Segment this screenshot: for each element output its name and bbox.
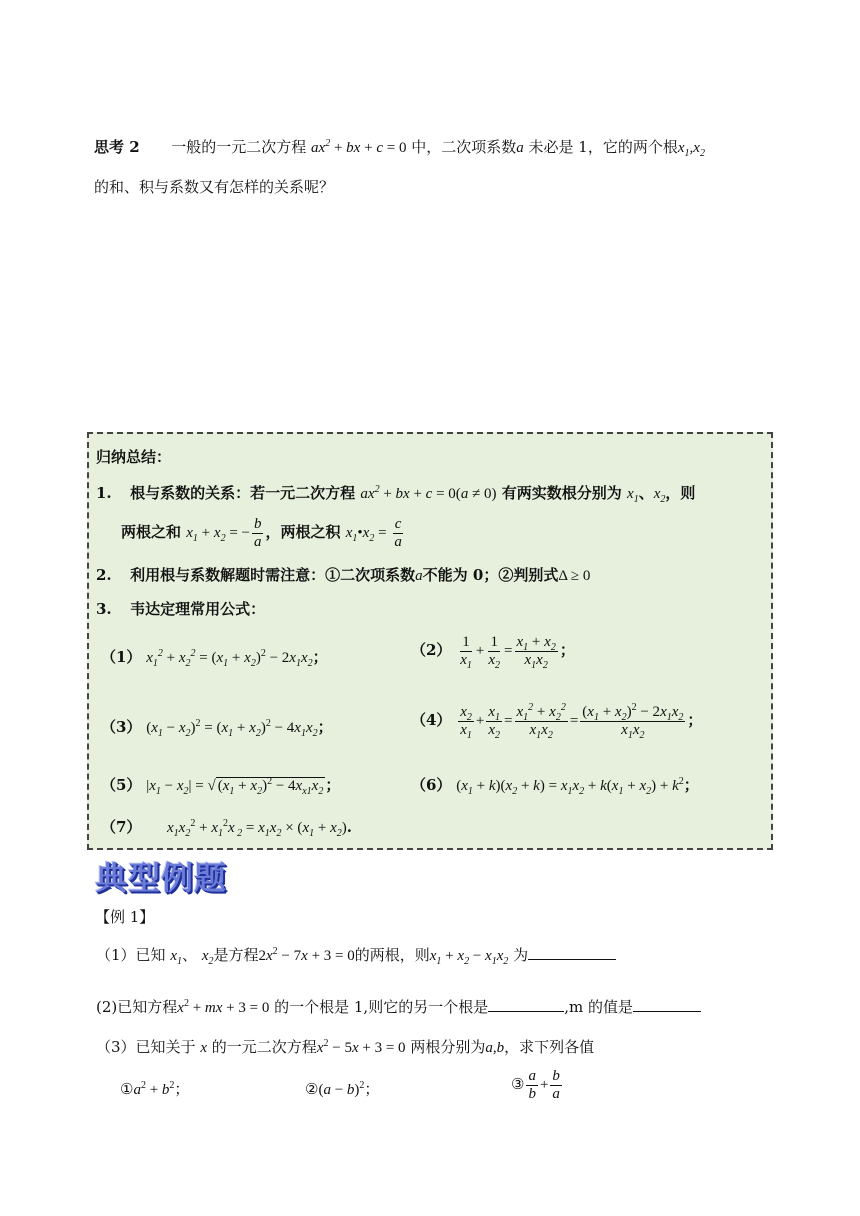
- formula-number: （6）: [411, 776, 452, 794]
- expression-q1: $x_1 + x_2 - x_1x_2$: [429, 948, 509, 967]
- roots-a-b: a,b: [485, 1040, 505, 1056]
- semicolon: ；: [683, 776, 699, 794]
- think-label: 思考 2: [94, 138, 140, 156]
- formula-number: （2）: [411, 641, 452, 660]
- sub-question-number: ①: [120, 1080, 134, 1098]
- formula-7: [101, 816, 352, 837]
- summary-item-1-line-1: [96, 482, 695, 503]
- item-text: 两根之和: [121, 523, 182, 542]
- root-x2: $x_2$: [201, 948, 214, 967]
- sub-question-3: [511, 1068, 564, 1104]
- formula-number: （1）: [101, 648, 142, 666]
- sub-question-1: [120, 1078, 189, 1099]
- think-text-b: 中，二次项系数: [411, 138, 517, 156]
- formula-3-expression: $(x_1 - x_2)^2 = (x_1 + x_2)^2 - 4x_1x_2$: [146, 718, 318, 739]
- answer-blank[interactable]: [488, 1011, 564, 1012]
- sub-question-number: ③: [511, 1075, 525, 1094]
- item-text: 利用根与系数解题时需注意：①二次项系数: [130, 566, 416, 584]
- section-heading: 典型例题: [95, 859, 228, 897]
- summary-item-3: [96, 598, 265, 619]
- question-text: 两根分别为: [410, 1038, 486, 1056]
- item-text: 韦达定理常用公式：: [130, 600, 266, 618]
- formula-general-quadratic: $ax^2$ + bx + c = 0: [311, 138, 407, 156]
- think-text-a: 一般的一元二次方程: [171, 138, 307, 156]
- item-number: 1.: [96, 484, 112, 502]
- formula-1: [101, 646, 328, 667]
- formula-5-expression: $|x_1 - x_2|$ = √ $(x_1 + x_2)^2 - 4x_{x1}x_2$: [146, 776, 324, 797]
- root-x1: $x_1$: [627, 486, 639, 505]
- question-text: 为: [513, 946, 529, 964]
- formula-1-expression: $x_1^2 + x_2^2 = (x_1 + x_2)^2 - 2x_1x_2$: [146, 648, 313, 669]
- equation-q3: $x^2 - 5x + 3 = 0$: [316, 1038, 406, 1056]
- expression-s3: $\frac{a}{b}$ + $\frac{b}{a}$: [528, 1068, 560, 1103]
- example-question-1: [96, 944, 616, 965]
- equation-q2: $x^2$ + mx + 3 = 0: [177, 998, 270, 1016]
- var-a: a: [415, 568, 423, 584]
- formula-2: [411, 634, 575, 670]
- formula-quadratic-a-ne-0: $ax^2$ + bx + c = 0(a ≠ 0): [360, 484, 497, 502]
- example-question-3: [96, 1036, 594, 1057]
- question-number: （1）: [96, 946, 136, 964]
- item-text: 不能为 0；②判别式: [422, 566, 559, 584]
- question-text: 的一个根是 1,则它的另一个根是: [274, 998, 489, 1016]
- separator: 、: [638, 484, 654, 502]
- separator: 、: [182, 946, 198, 964]
- example-label: 【例 1】: [95, 908, 155, 926]
- item-number: 3.: [96, 600, 112, 618]
- think-text-c: 未必是 1，它的两个根: [528, 138, 678, 156]
- formula-number: （5）: [101, 776, 142, 794]
- sub-question-number: ②: [305, 1080, 319, 1098]
- think-text-d: 的和、积与系数又有怎样的关系呢？: [94, 178, 335, 196]
- question-text: ，求下列各值: [504, 1038, 595, 1056]
- formula-number: （7）: [101, 818, 142, 836]
- formula-number: （3）: [101, 718, 142, 736]
- summary-item-1-line-2: [121, 516, 406, 552]
- question-text: 已知方程: [117, 998, 178, 1016]
- semicolon: ；: [559, 641, 575, 660]
- item-text: ，则: [665, 484, 696, 502]
- answer-blank[interactable]: [633, 1011, 701, 1012]
- period: .: [346, 818, 352, 836]
- formula-6: [411, 774, 699, 795]
- semicolon: ；: [687, 711, 703, 730]
- expression-s2: $(a - b)^2$: [318, 1080, 365, 1098]
- summary-item-2: [96, 564, 590, 585]
- formula-3: [101, 716, 333, 737]
- question-text: 的两根，则: [354, 946, 430, 964]
- equation-q1: $2x^2 - 7x + 3 = 0$: [258, 946, 355, 964]
- semicolon: ；: [325, 776, 341, 794]
- formula-6-expression: $(x_1 + k)(x_2 + k) = x_1x_2 + k(x_1 + x_2) + k^2$: [456, 776, 684, 797]
- formula-5: [101, 774, 340, 795]
- summary-title: 归纳总结：: [96, 448, 172, 466]
- example-question-2: [96, 996, 701, 1017]
- question-text: 是方程: [213, 946, 259, 964]
- formula-sum-of-roots: $x_1 + x_2$ = − $\frac{b}{a}$: [186, 516, 262, 551]
- semicolon: ；: [317, 718, 333, 736]
- question-text: 已知关于: [135, 1038, 196, 1056]
- question-text: 的一元二次方程: [211, 1038, 317, 1056]
- formula-4: [411, 704, 702, 740]
- formula-7-expression: $x_1x_2^2 + x_1^2x$ $_2 = x_1x_2 \times (x_1 + x_2)$: [167, 818, 347, 839]
- roots-x1-x2: $x_1,x_2$: [677, 140, 705, 159]
- formula-number: （4）: [411, 711, 452, 730]
- answer-blank[interactable]: [528, 959, 616, 960]
- root-x2: $x_2$: [653, 486, 666, 505]
- semicolon: ；: [364, 1080, 380, 1098]
- root-x1: $x_1$: [170, 948, 183, 967]
- question-number: （3）: [96, 1038, 136, 1056]
- summary-box: [87, 432, 773, 850]
- expression-s1: $a^2 + b^2$: [133, 1080, 175, 1098]
- item-text: 有两实数根分别为: [501, 484, 622, 502]
- item-number: 2.: [96, 566, 112, 584]
- var-a: a: [516, 140, 524, 156]
- var-x: x: [200, 1040, 208, 1056]
- formula-2-expression: $\frac{1}{x_1}$ + $\frac{1}{x_2}$ = $\frac{x_1 + x_2}{x_1x_2}$: [460, 634, 556, 672]
- formula-product-of-roots: $x_1•x_2$ = $\frac{c}{a}$: [345, 516, 402, 551]
- formula-discriminant: Δ ≥ 0: [558, 568, 591, 584]
- item-text: ，两根之积: [265, 523, 341, 542]
- item-text: 根与系数的关系：若一元二次方程: [130, 484, 356, 502]
- formula-4-expression: $\frac{x_2}{x_1}$ + $\frac{x_1}{x_2}$ = $\frac{x_1^2 + x_2^2}{x_1x_2}$ = $\frac{(x_1 + x_2)^2 - 2x_1x_2}{x_1x_2}$: [460, 702, 684, 742]
- sub-question-2: [305, 1078, 379, 1099]
- question-text: ,m 的值是: [564, 998, 633, 1016]
- semicolon: ；: [174, 1080, 190, 1098]
- question-number: (2): [96, 998, 118, 1016]
- question-text: 已知: [135, 946, 166, 964]
- semicolon: ；: [312, 648, 328, 666]
